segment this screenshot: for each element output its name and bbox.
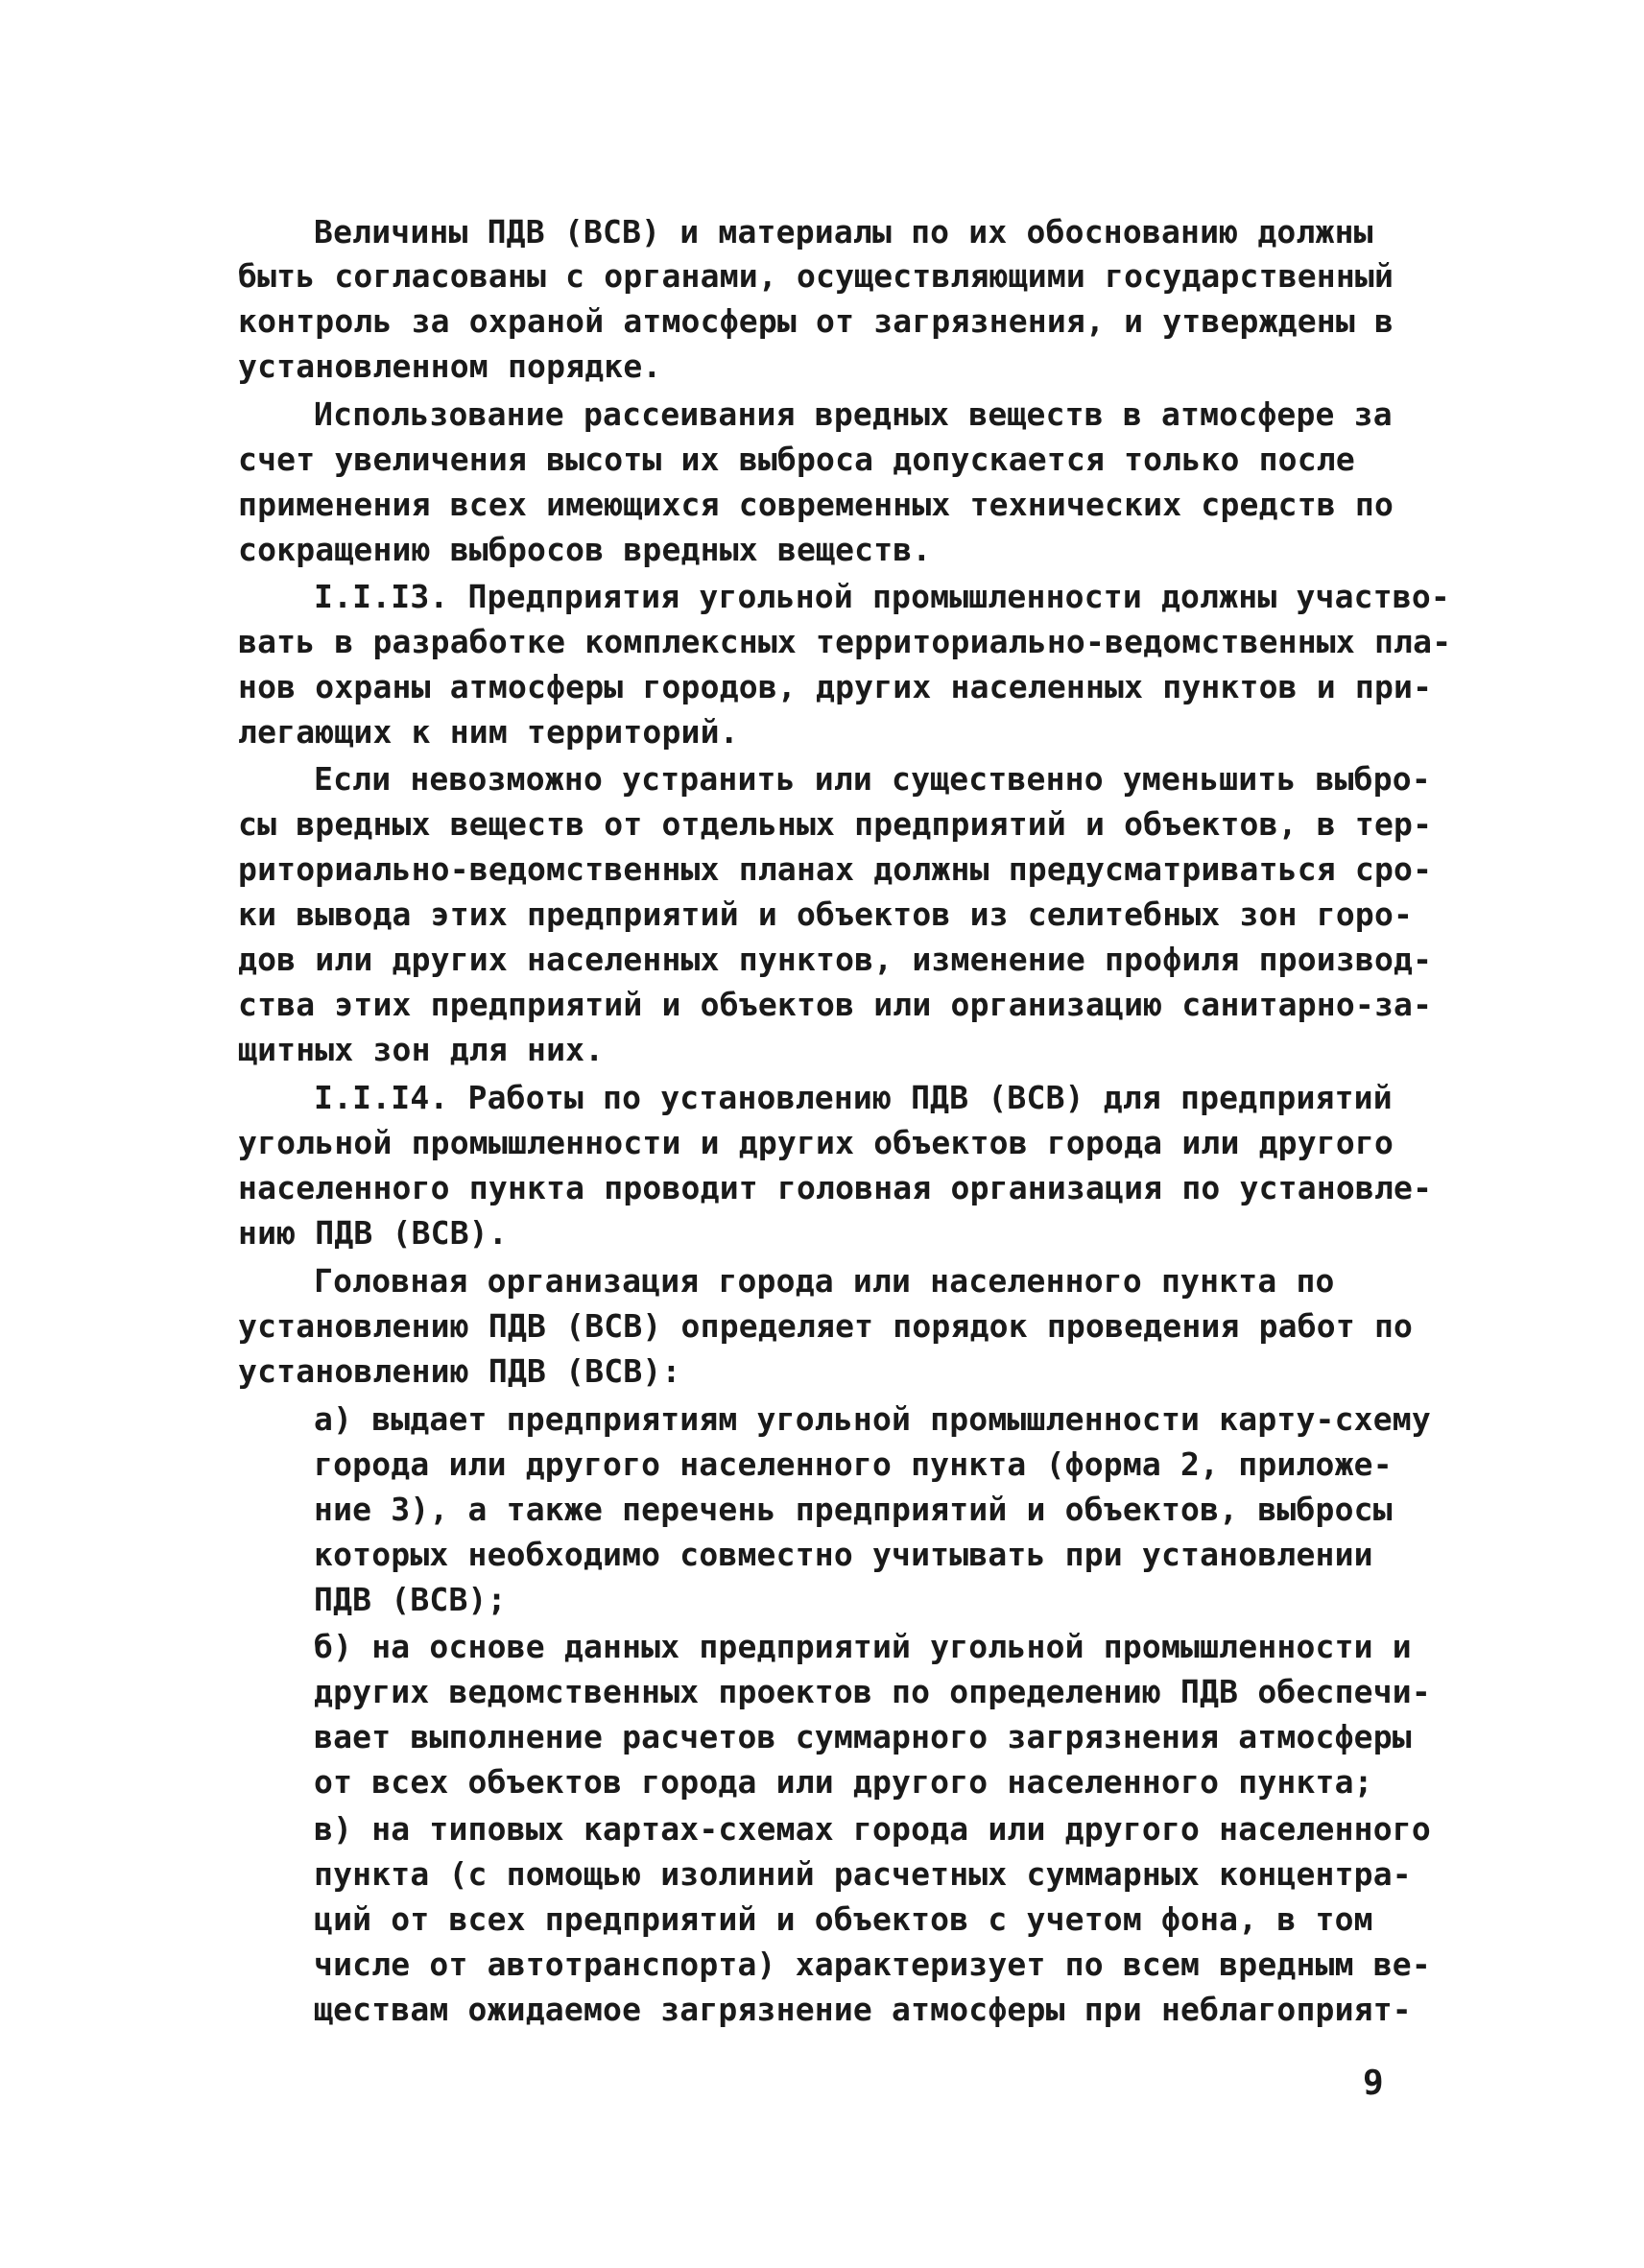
text-line: сокращению выбросов вредных веществ. bbox=[238, 531, 932, 568]
text-line: ние 3), а также перечень предприятий и объектов, выбросы bbox=[314, 1491, 1393, 1528]
text-line: вает выполнение расчетов суммарного загрязнения атмосферы bbox=[314, 1718, 1412, 1755]
text-line: которых необходимо совместно учитывать при установлении bbox=[314, 1536, 1373, 1573]
text-line: города или другого населенного пункта (форма 2, приложе- bbox=[314, 1445, 1393, 1483]
text-line: установлению ПДВ (ВСВ): bbox=[238, 1352, 681, 1390]
text-line: ществам ожидаемое загрязнение атмосферы при неблагоприят- bbox=[314, 1991, 1412, 2028]
text-line: Использование рассеивания вредных веществ в атмосфере за bbox=[314, 395, 1393, 433]
text-line: I.I.I3. Предприятия угольной промышленности должны участво- bbox=[314, 578, 1450, 615]
text-line: счет увеличения высоты их выброса допускается только после bbox=[238, 441, 1355, 478]
text-line: ства этих предприятий и объектов или организацию санитарно-за- bbox=[238, 986, 1433, 1023]
text-line: числе от автотранспорта) характеризует по всем вредным ве- bbox=[314, 1946, 1431, 1983]
text-line: угольной промышленности и других объектов города или другого bbox=[238, 1124, 1394, 1161]
text-line: контроль за охраной атмосферы от загрязнения, и утверждены в bbox=[238, 302, 1394, 340]
text-line: установлению ПДВ (ВСВ) определяет порядок проведения работ по bbox=[238, 1307, 1414, 1345]
text-line: щитных зон для них. bbox=[238, 1031, 605, 1068]
text-line: Головная организация города или населенного пункта по bbox=[314, 1262, 1335, 1300]
text-line: ки вывода этих предприятий и объектов из селитебных зон горо- bbox=[238, 895, 1414, 933]
text-line: быть согласованы с органами, осуществляющими государственный bbox=[238, 257, 1394, 295]
page-number: 9 bbox=[1363, 2064, 1384, 2103]
text-line: а) выдает предприятиям угольной промышленности карту-схему bbox=[314, 1400, 1431, 1438]
text-line: от всех объектов города или другого населенного пункта; bbox=[314, 1763, 1373, 1801]
text-line: Если невозможно устранить или существенно уменьшить выбро- bbox=[314, 760, 1431, 798]
text-line: ций от всех предприятий и объектов с учетом фона, в том bbox=[314, 1900, 1373, 1938]
text-line: нию ПДВ (ВСВ). bbox=[238, 1214, 508, 1252]
text-line: риториально-ведомственных планах должны предусматриваться сро- bbox=[238, 850, 1433, 888]
text-line: других ведомственных проектов по определению ПДВ обеспечи- bbox=[314, 1673, 1431, 1710]
text-line: б) на основе данных предприятий угольной промышленности и bbox=[314, 1628, 1412, 1665]
text-line: Величины ПДВ (ВСВ) и материалы по их обоснованию должны bbox=[314, 213, 1373, 251]
text-line: вать в разработке комплексных территориально-ведомственных пла- bbox=[238, 623, 1452, 660]
text-line: в) на типовых картах-схемах города или другого населенного bbox=[314, 1810, 1431, 1848]
text-line: пункта (с помощью изолиний расчетных суммарных концентра- bbox=[314, 1855, 1412, 1893]
text-line: дов или других населенных пунктов, изменение профиля производ- bbox=[238, 941, 1433, 978]
text-line: сы вредных веществ от отдельных предприятий и объектов, в тер- bbox=[238, 805, 1433, 843]
text-line: I.I.I4. Работы по установлению ПДВ (ВСВ) для предприятий bbox=[314, 1079, 1393, 1116]
text-line: легающих к ним территорий. bbox=[238, 713, 739, 751]
text-line: установленном порядке. bbox=[238, 347, 662, 385]
text-line: населенного пункта проводит головная организация по установле- bbox=[238, 1169, 1433, 1206]
text-line: ПДВ (ВСВ); bbox=[314, 1581, 507, 1618]
text-line: нов охраны атмосферы городов, других населенных пунктов и при- bbox=[238, 668, 1433, 705]
text-line: применения всех имеющихся современных технических средств по bbox=[238, 486, 1394, 523]
